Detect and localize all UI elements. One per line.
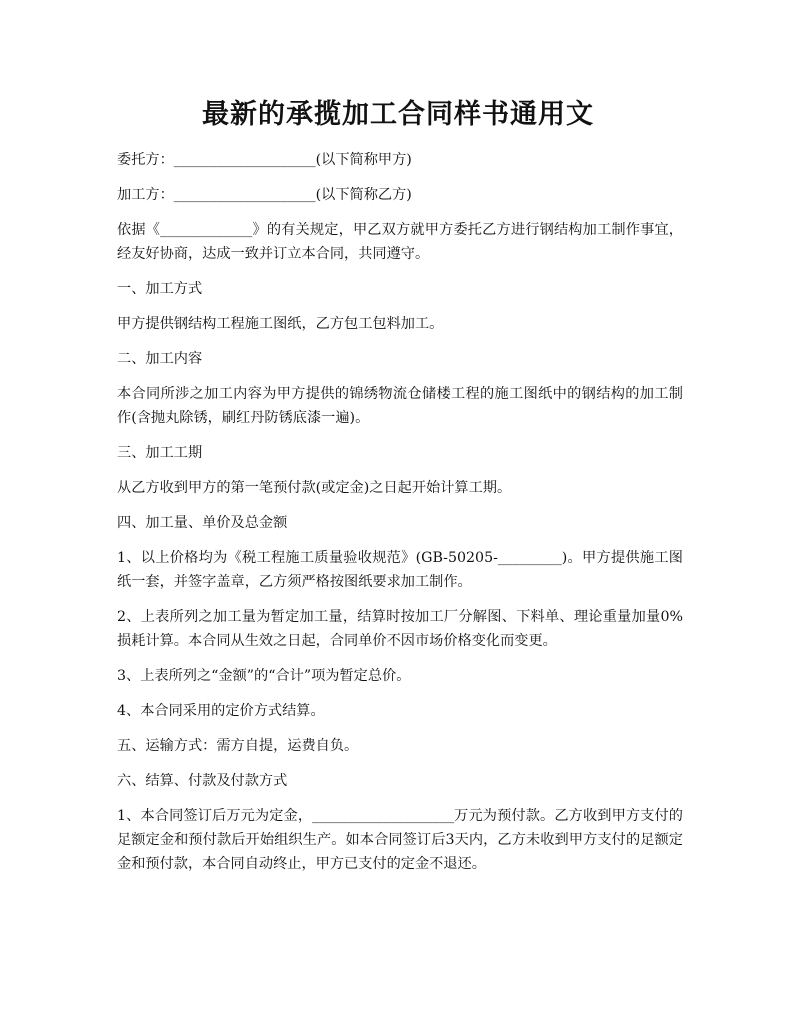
processing-content-paragraph: 本合同所涉之加工内容为甲方提供的锦绣物流仓储楼工程的施工图纸中的钢结构的加工制作(含抛丸除锈，刷红丹防锈底漆一遍)。	[117, 386, 683, 426]
document-body	[117, 148, 683, 887]
processing-method-paragraph: 甲方提供钢结构工程施工图纸，乙方包工包料加工。	[117, 316, 444, 332]
section-heading-transport: 五、运输方式：需方自提，运费自负。	[117, 738, 359, 754]
processing-period-paragraph: 从乙方收到甲方的第一笔预付款(或定金)之日起开始计算工期。	[117, 480, 512, 496]
section-heading-processing-method: 一、加工方式	[117, 281, 203, 297]
section-heading-processing-content: 二、加工内容	[117, 351, 203, 367]
client-party-line: 委托方：____________________(以下简称甲方)	[117, 152, 412, 168]
settlement-clause-1: 1、本合同签订后万元为定金，____________________万元为预付款。乙方收到甲方支付的足额定金和预付款后开始组织生产。如本合同签订后3天内，乙方未收到甲方支付的足额定金和预付款，本合同自动终止，甲方已支付的定金不退还。	[117, 808, 683, 872]
document-title: 最新的承揽加工合同样书通用文	[202, 99, 594, 130]
section-heading-quantity-price: 四、加工量、单价及总金额	[117, 515, 288, 531]
preamble-paragraph: 依据《_____________》的有关规定，甲乙双方就甲方委托乙方进行钢结构加工制作事宜，经友好协商，达成一致并订立本合同，共同遵守。	[117, 222, 683, 262]
quantity-price-clause-1: 1、以上价格均为《税工程施工质量验收规范》(GB-50205-_________)。甲方提供施工图纸一套，并签字盖章，乙方须严格按图纸要求加工制作。	[117, 550, 683, 590]
processor-party-line: 加工方：____________________(以下简称乙方)	[117, 187, 412, 203]
section-heading-settlement: 六、结算、付款及付款方式	[117, 773, 288, 789]
quantity-price-clause-2: 2、上表所列之加工量为暂定加工量，结算时按加工厂分解图、下料单、理论重量加量0%损耗计算。本合同从生效之日起，合同单价不因市场价格变化而变更。	[117, 609, 683, 649]
quantity-price-clause-4: 4、本合同采用的定价方式结算。	[117, 703, 325, 719]
section-heading-processing-period: 三、加工工期	[117, 445, 203, 461]
quantity-price-clause-3: 3、上表所列之“金额”的“合计”项为暂定总价。	[117, 668, 411, 684]
